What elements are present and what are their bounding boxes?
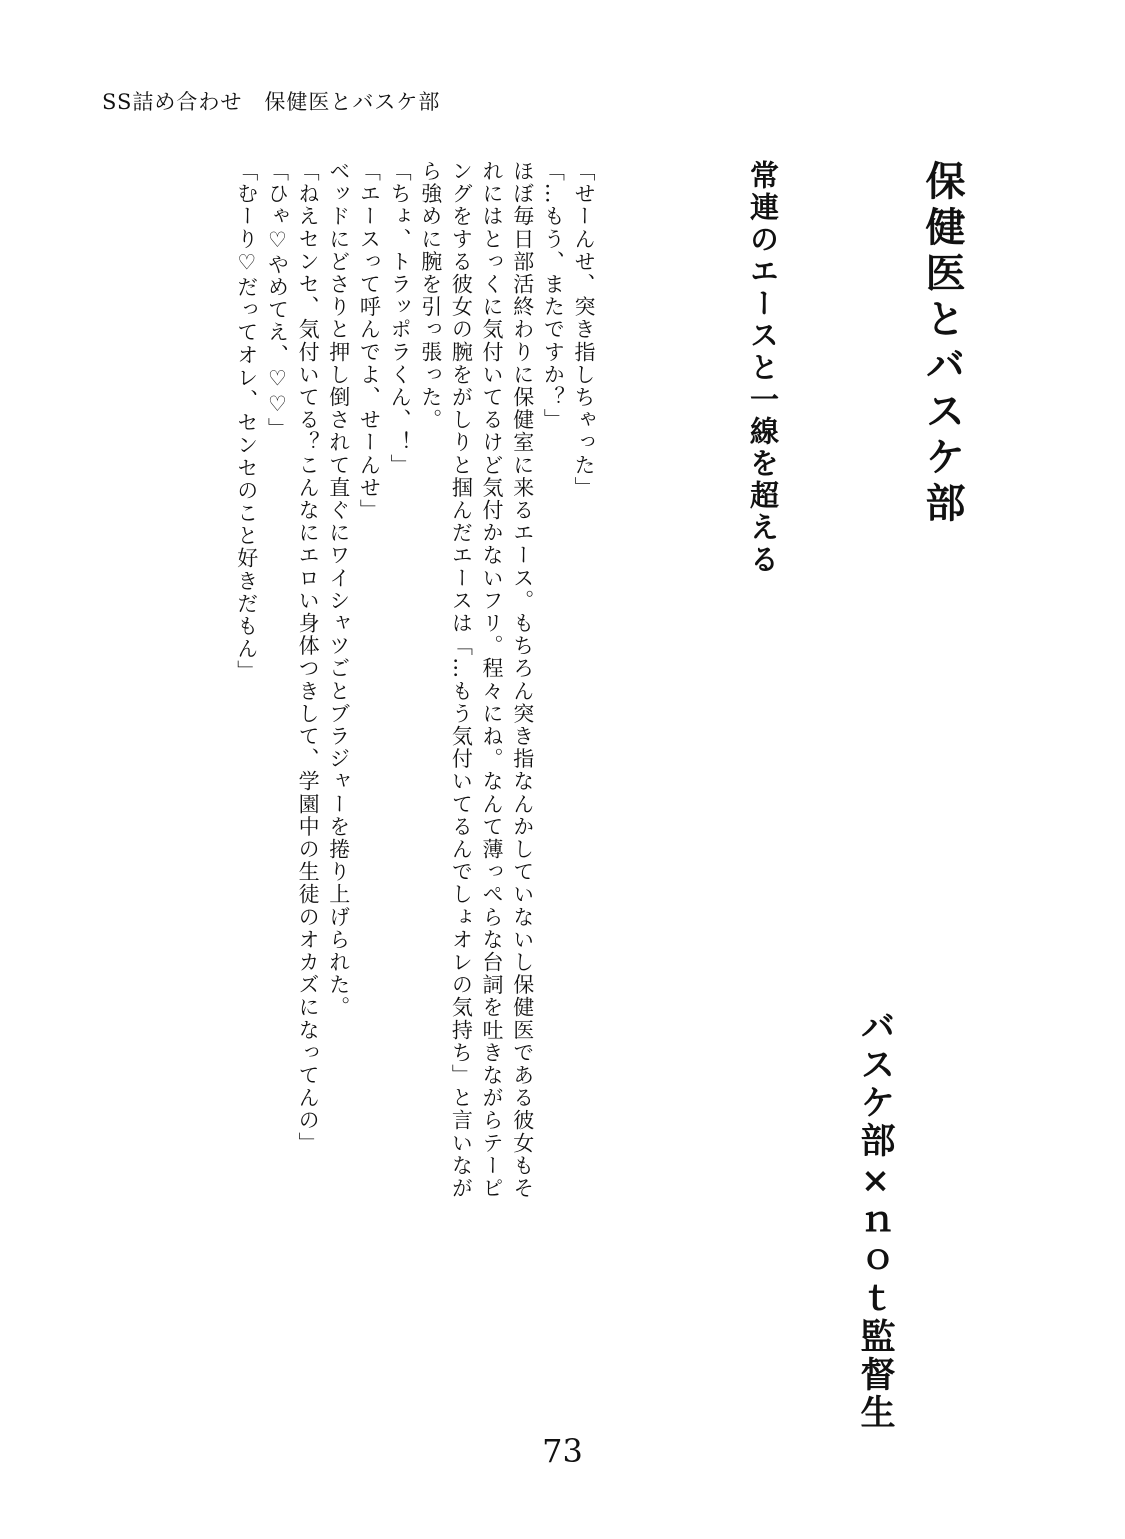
paragraph: ほぼ毎日部活終わりに保健室に来るエース。もちろん突き指なんかしていないし保健医である彼女もそれにはとっくに気付いてるけど気付かないフリ。程々にね。なんて薄っぺらな台詞を吐きながらテーピングをする彼女の腕をがしりと掴んだエースは「…もう気付いてるんでしょオレの気持ち」と言いながら強めに腕を引っ張った。 — [418, 160, 535, 1200]
body-text — [231, 160, 599, 1210]
chapter-title: 常連のエースと一線を超える — [746, 160, 780, 576]
paragraph: 「ねえセンセ、気付いてる？こんなにエロい身体つきして、学園中の生徒のオカズになってんの」 — [296, 160, 321, 1155]
paragraph: 「ちょ、トラッポラくん、！」 — [388, 160, 413, 477]
paragraph: 「…もう、またですか？」 — [541, 160, 566, 432]
byline: バスケ部×ｎｏｔ監督生 — [855, 1008, 896, 1432]
running-header: SS詰め合わせ 保健医とバスケ部 — [102, 90, 441, 114]
paragraph: 「ひゃ♡やめてえ、♡♡」 — [265, 160, 290, 441]
page-number: 73 — [542, 1432, 583, 1470]
paragraph: 「せーんせ、突き指しちゃった」 — [572, 160, 596, 499]
paragraph: 「エースって呼んでよ、せーんせ」 — [357, 160, 382, 522]
story-title: 保健医とバスケ部 — [919, 160, 966, 528]
paragraph: 「むーり♡だってオレ、センセのこと好きだもん」 — [234, 160, 259, 683]
paragraph: ベッドにどさりと押し倒されて直ぐにワイシャツごとブラジャーを捲り上げられた。 — [326, 160, 351, 1019]
